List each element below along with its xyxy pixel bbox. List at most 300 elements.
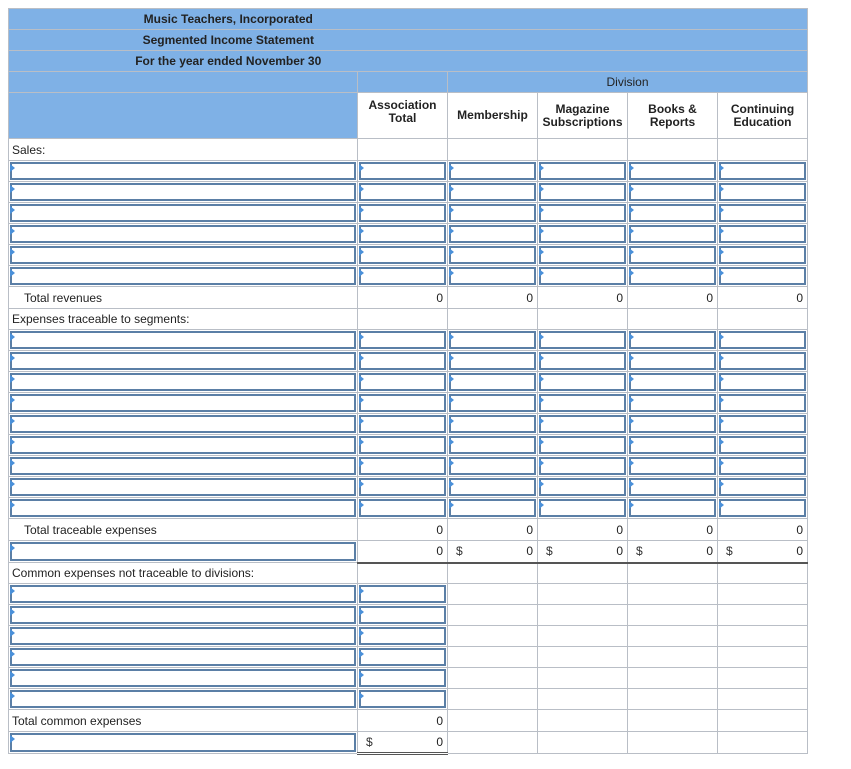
expense-amount-input[interactable]: [718, 435, 808, 456]
total-revenues-magazine: [538, 287, 628, 309]
amount-field[interactable]: [538, 374, 631, 391]
total-traceable-total: [358, 519, 448, 541]
common-expense-line-label-input[interactable]: [9, 647, 358, 668]
value: 0: [616, 290, 623, 305]
dollar-sign: $: [636, 544, 643, 559]
amount-field[interactable]: [448, 395, 541, 412]
sales-amount-input[interactable]: [538, 266, 628, 287]
expense-input-row: [9, 330, 808, 351]
sales-line-label-input[interactable]: [9, 266, 358, 287]
expense-amount-input[interactable]: [538, 498, 628, 519]
amount-field[interactable]: [358, 416, 451, 433]
amount-field[interactable]: [448, 184, 541, 201]
expense-amount-input[interactable]: [358, 330, 448, 351]
expense-amount-input[interactable]: [358, 414, 448, 435]
expense-line-label-field[interactable]: [9, 500, 361, 517]
common-expense-input-row: [9, 605, 808, 626]
segment-margin-total: [358, 541, 448, 563]
amount-field[interactable]: [358, 374, 451, 391]
title-row-period: [9, 51, 808, 72]
common-expense-amount-input[interactable]: [358, 668, 448, 689]
amount-field[interactable]: [538, 416, 631, 433]
amount-field[interactable]: [718, 458, 811, 475]
expense-input-row: [9, 351, 808, 372]
amount-field[interactable]: [358, 586, 451, 603]
amount-field[interactable]: [358, 670, 451, 687]
value: 0: [706, 290, 713, 305]
amount-field[interactable]: [718, 247, 811, 264]
segment-margin-row: [9, 541, 808, 563]
expense-amount-input[interactable]: [448, 435, 538, 456]
expenses-traceable-label-row: [9, 309, 808, 330]
common-expenses-label: Common expenses not traceable to divisions:: [9, 563, 358, 584]
expense-input-row: [9, 477, 808, 498]
sales-line-label-input[interactable]: [9, 182, 358, 203]
amount-field[interactable]: [448, 353, 541, 370]
statement-name: Segmented Income Statement: [9, 30, 448, 51]
common-expense-line-label-input[interactable]: [9, 626, 358, 647]
segment-margin-books: [628, 541, 718, 563]
expense-amount-input[interactable]: [448, 393, 538, 414]
common-expense-amount-input[interactable]: [358, 626, 448, 647]
sales-amount-input[interactable]: [628, 245, 718, 266]
sales-amount-input[interactable]: [538, 161, 628, 182]
expense-amount-input[interactable]: [448, 351, 538, 372]
amount-field[interactable]: [538, 437, 631, 454]
statement-period: For the year ended November 30: [9, 51, 448, 72]
expense-line-label-input[interactable]: [9, 477, 358, 498]
sales-input-row: [9, 266, 808, 287]
expense-amount-input[interactable]: [538, 456, 628, 477]
expense-amount-input[interactable]: [358, 456, 448, 477]
sales-line-label-field[interactable]: [9, 226, 361, 243]
division-header-row: [9, 72, 808, 93]
sales-amount-input[interactable]: [538, 224, 628, 245]
col-books-reports: Books & Reports: [628, 93, 718, 139]
amount-field[interactable]: [628, 205, 721, 222]
expense-line-label-field[interactable]: [9, 458, 361, 475]
amount-field[interactable]: [538, 353, 631, 370]
total-traceable-education: [718, 519, 808, 541]
expense-amount-input[interactable]: [628, 330, 718, 351]
expense-line-label-field[interactable]: [9, 479, 361, 496]
amount-field[interactable]: [448, 458, 541, 475]
amount-field[interactable]: [358, 458, 451, 475]
amount-field[interactable]: [358, 649, 451, 666]
amount-field[interactable]: [358, 607, 451, 624]
expense-line-label-field[interactable]: [9, 395, 361, 412]
expense-amount-input[interactable]: [628, 351, 718, 372]
common-expense-input-row: [9, 626, 808, 647]
dollar-sign: $: [546, 544, 553, 559]
sales-line-label-field[interactable]: [9, 247, 361, 264]
header-fill: [448, 51, 808, 72]
expense-line-label-input[interactable]: [9, 351, 358, 372]
amount-field[interactable]: [448, 205, 541, 222]
expense-input-row: [9, 498, 808, 519]
expense-line-label-input[interactable]: [9, 498, 358, 519]
expense-amount-input[interactable]: [538, 351, 628, 372]
amount-field[interactable]: [358, 479, 451, 496]
common-expense-input-row: [9, 647, 808, 668]
amount-field[interactable]: [358, 395, 451, 412]
expense-amount-input[interactable]: [628, 393, 718, 414]
common-expense-line-label-field[interactable]: [9, 670, 361, 687]
expense-input-row: [9, 435, 808, 456]
sales-amount-input[interactable]: [358, 161, 448, 182]
common-expense-line-label-field[interactable]: [9, 691, 361, 708]
amount-field[interactable]: [358, 226, 451, 243]
amount-field[interactable]: [538, 226, 631, 243]
expense-amount-input[interactable]: [628, 414, 718, 435]
amount-field[interactable]: [628, 416, 721, 433]
total-revenues-total: [358, 287, 448, 309]
expense-input-row: [9, 414, 808, 435]
expense-amount-input[interactable]: [718, 330, 808, 351]
amount-field[interactable]: [358, 163, 451, 180]
amount-field[interactable]: [718, 163, 811, 180]
net-income-row: [9, 732, 808, 754]
amount-field[interactable]: [718, 479, 811, 496]
expense-line-label-field[interactable]: [9, 332, 361, 349]
sales-amount-input[interactable]: [448, 266, 538, 287]
amount-field[interactable]: [358, 205, 451, 222]
expense-line-label-field[interactable]: [9, 374, 361, 391]
amount-field[interactable]: [718, 395, 811, 412]
expense-amount-input[interactable]: [358, 351, 448, 372]
expense-amount-input[interactable]: [538, 330, 628, 351]
value: 0: [526, 544, 533, 559]
total-common-row: [9, 710, 808, 732]
amount-field[interactable]: [448, 163, 541, 180]
company-name: Music Teachers, Incorporated: [9, 9, 448, 30]
common-expense-line-label-field[interactable]: [9, 607, 361, 624]
amount-field[interactable]: [448, 226, 541, 243]
title-row-company: [9, 9, 808, 30]
expense-line-label-field[interactable]: [9, 353, 361, 370]
common-expense-line-label-field[interactable]: [9, 586, 361, 603]
amount-field[interactable]: [628, 500, 721, 517]
total-revenues-education: [718, 287, 808, 309]
sales-line-label-input[interactable]: [9, 245, 358, 266]
expense-amount-input[interactable]: [718, 414, 808, 435]
common-expense-amount-input[interactable]: [358, 647, 448, 668]
col-membership: Membership: [448, 93, 538, 139]
expense-amount-input[interactable]: [358, 498, 448, 519]
dollar-sign: $: [456, 544, 463, 559]
amount-field[interactable]: [358, 437, 451, 454]
sales-line-label-field[interactable]: [9, 163, 361, 180]
amount-field[interactable]: [358, 628, 451, 645]
amount-field[interactable]: [448, 479, 541, 496]
common-expense-input-row: [9, 668, 808, 689]
amount-field[interactable]: [628, 163, 721, 180]
title-row-statement: [9, 30, 808, 51]
total-revenues-label: Total revenues: [9, 287, 358, 309]
amount-field[interactable]: [538, 205, 631, 222]
expense-amount-input[interactable]: [718, 351, 808, 372]
total-traceable-books: [628, 519, 718, 541]
expense-amount-input[interactable]: [628, 372, 718, 393]
amount-field[interactable]: [448, 500, 541, 517]
segment-margin-label-input[interactable]: [9, 541, 358, 563]
expense-amount-input[interactable]: [538, 393, 628, 414]
value: 0: [706, 544, 713, 559]
sales-amount-input[interactable]: [538, 203, 628, 224]
sales-line-label-input[interactable]: [9, 203, 358, 224]
amount-field[interactable]: [718, 437, 811, 454]
col-continuing-education: Continuing Education: [718, 93, 808, 139]
expense-amount-input[interactable]: [538, 435, 628, 456]
sales-amount-input[interactable]: [628, 182, 718, 203]
sales-amount-input[interactable]: [358, 266, 448, 287]
expense-amount-input[interactable]: [448, 456, 538, 477]
value: 0: [436, 735, 443, 749]
expense-amount-input[interactable]: [358, 477, 448, 498]
amount-field[interactable]: [538, 500, 631, 517]
amount-field[interactable]: [628, 332, 721, 349]
amount-field[interactable]: [538, 479, 631, 496]
amount-field[interactable]: [628, 268, 721, 285]
value: 0: [796, 290, 803, 305]
value: 0: [526, 290, 533, 305]
common-expense-input-row: [9, 689, 808, 710]
total-traceable-membership: [448, 519, 538, 541]
col-magazine-subscriptions: Magazine Subscriptions: [538, 93, 628, 139]
amount-field[interactable]: [628, 479, 721, 496]
amount-field[interactable]: [358, 268, 451, 285]
expense-line-label-field[interactable]: [9, 416, 361, 433]
col-association-total: Association Total: [358, 93, 448, 139]
sales-input-row: [9, 182, 808, 203]
dollar-sign: $: [366, 735, 373, 749]
total-traceable-label: Total traceable expenses: [9, 519, 358, 541]
amount-field[interactable]: [628, 226, 721, 243]
amount-field[interactable]: [718, 226, 811, 243]
segmented-income-statement: [8, 8, 808, 755]
amount-field[interactable]: [718, 332, 811, 349]
expense-amount-input[interactable]: [448, 372, 538, 393]
amount-field[interactable]: [628, 353, 721, 370]
common-expense-line-label-input[interactable]: [9, 668, 358, 689]
expense-line-label-field[interactable]: [9, 437, 361, 454]
total-revenues-row: [9, 287, 808, 309]
sales-line-label-field[interactable]: [9, 184, 361, 201]
expense-amount-input[interactable]: [628, 498, 718, 519]
header-blank: [9, 93, 358, 139]
expense-input-row: [9, 372, 808, 393]
amount-field[interactable]: [538, 395, 631, 412]
expense-line-label-input[interactable]: [9, 414, 358, 435]
amount-field[interactable]: [628, 184, 721, 201]
sales-amount-input[interactable]: [448, 161, 538, 182]
sales-amount-input[interactable]: [718, 224, 808, 245]
sales-amount-input[interactable]: [358, 245, 448, 266]
sales-amount-input[interactable]: [448, 182, 538, 203]
total-revenues-books: [628, 287, 718, 309]
amount-field[interactable]: [718, 184, 811, 201]
dollar-sign: $: [726, 544, 733, 559]
expense-amount-input[interactable]: [718, 477, 808, 498]
amount-field[interactable]: [448, 437, 541, 454]
total-traceable-magazine: [538, 519, 628, 541]
amount-field[interactable]: [448, 416, 541, 433]
value: 0: [706, 522, 713, 537]
segment-margin-magazine: [538, 541, 628, 563]
amount-field[interactable]: [718, 500, 811, 517]
expense-amount-input[interactable]: [628, 435, 718, 456]
sales-amount-input[interactable]: [628, 203, 718, 224]
amount-field[interactable]: [718, 268, 811, 285]
sales-label: Sales:: [9, 139, 358, 161]
expense-amount-input[interactable]: [448, 498, 538, 519]
header-fill: [448, 30, 808, 51]
amount-field[interactable]: [358, 500, 451, 517]
sales-input-row: [9, 161, 808, 182]
value: 0: [436, 713, 443, 728]
total-common-label: Total common expenses: [9, 710, 358, 732]
expense-amount-input[interactable]: [538, 414, 628, 435]
sales-input-row: [9, 245, 808, 266]
common-expense-line-label-input[interactable]: [9, 584, 358, 605]
expense-amount-input[interactable]: [718, 393, 808, 414]
value: 0: [526, 522, 533, 537]
common-expense-input-row: [9, 584, 808, 605]
value: 0: [796, 544, 803, 559]
amount-field[interactable]: [358, 691, 451, 708]
expense-line-label-input[interactable]: [9, 372, 358, 393]
sales-amount-input[interactable]: [538, 245, 628, 266]
amount-field[interactable]: [448, 374, 541, 391]
segment-margin-label-field[interactable]: [9, 543, 361, 560]
sales-input-row: [9, 224, 808, 245]
expense-amount-input[interactable]: [358, 393, 448, 414]
sales-amount-input[interactable]: [358, 203, 448, 224]
value: 0: [616, 522, 623, 537]
expenses-traceable-label: Expenses traceable to segments:: [9, 309, 358, 330]
header-fill: [448, 9, 808, 30]
common-expense-line-label-input[interactable]: [9, 689, 358, 710]
expense-amount-input[interactable]: [358, 372, 448, 393]
value: 0: [796, 522, 803, 537]
sales-amount-input[interactable]: [628, 266, 718, 287]
common-expense-line-label-field[interactable]: [9, 649, 361, 666]
sales-amount-input[interactable]: [718, 161, 808, 182]
expense-input-row: [9, 393, 808, 414]
sales-line-label-input[interactable]: [9, 161, 358, 182]
amount-field[interactable]: [538, 268, 631, 285]
amount-field[interactable]: [718, 353, 811, 370]
amount-field[interactable]: [358, 184, 451, 201]
amount-field[interactable]: [718, 374, 811, 391]
total-common-value: [358, 710, 448, 732]
expense-amount-input[interactable]: [628, 456, 718, 477]
segment-margin-membership: [448, 541, 538, 563]
common-expense-line-label-input[interactable]: [9, 605, 358, 626]
sales-input-row: [9, 203, 808, 224]
sales-amount-input[interactable]: [718, 203, 808, 224]
sales-amount-input[interactable]: [358, 182, 448, 203]
value: 0: [436, 522, 443, 537]
sales-amount-input[interactable]: [448, 203, 538, 224]
expense-amount-input[interactable]: [358, 435, 448, 456]
header-blank: [358, 72, 448, 93]
expense-amount-input[interactable]: [448, 330, 538, 351]
total-traceable-row: [9, 519, 808, 541]
amount-field[interactable]: [538, 184, 631, 201]
sales-amount-input[interactable]: [358, 224, 448, 245]
expense-amount-input[interactable]: [718, 498, 808, 519]
amount-field[interactable]: [538, 332, 631, 349]
expense-line-label-input[interactable]: [9, 330, 358, 351]
expense-line-label-input[interactable]: [9, 435, 358, 456]
expense-amount-input[interactable]: [718, 456, 808, 477]
sales-line-label-field[interactable]: [9, 268, 361, 285]
sales-amount-input[interactable]: [718, 182, 808, 203]
amount-field[interactable]: [628, 247, 721, 264]
segment-margin-education: [718, 541, 808, 563]
sales-amount-input[interactable]: [538, 182, 628, 203]
total-revenues-membership: [448, 287, 538, 309]
amount-field[interactable]: [358, 332, 451, 349]
amount-field[interactable]: [628, 395, 721, 412]
header-blank: [9, 72, 358, 93]
net-income-label-field[interactable]: [9, 734, 361, 751]
division-label: Division: [448, 72, 808, 93]
amount-field[interactable]: [538, 458, 631, 475]
expense-line-label-input[interactable]: [9, 456, 358, 477]
expense-amount-input[interactable]: [448, 414, 538, 435]
expense-amount-input[interactable]: [538, 372, 628, 393]
amount-field[interactable]: [448, 332, 541, 349]
expense-amount-input[interactable]: [448, 477, 538, 498]
amount-field[interactable]: [448, 268, 541, 285]
sales-label-row: [9, 139, 808, 161]
value: 0: [616, 544, 623, 559]
sales-amount-input[interactable]: [718, 245, 808, 266]
sales-amount-input[interactable]: [718, 266, 808, 287]
expense-amount-input[interactable]: [628, 477, 718, 498]
amount-field[interactable]: [628, 458, 721, 475]
sales-amount-input[interactable]: [448, 245, 538, 266]
column-header-row: [9, 93, 808, 139]
value: 0: [436, 544, 443, 559]
amount-field[interactable]: [358, 247, 451, 264]
expense-amount-input[interactable]: [718, 372, 808, 393]
expense-amount-input[interactable]: [538, 477, 628, 498]
amount-field[interactable]: [718, 205, 811, 222]
common-expense-line-label-field[interactable]: [9, 628, 361, 645]
sales-line-label-field[interactable]: [9, 205, 361, 222]
expense-line-label-input[interactable]: [9, 393, 358, 414]
sales-amount-input[interactable]: [628, 224, 718, 245]
amount-field[interactable]: [358, 353, 451, 370]
net-income-label-input[interactable]: [9, 732, 358, 754]
amount-field[interactable]: [538, 163, 631, 180]
sales-line-label-input[interactable]: [9, 224, 358, 245]
sales-amount-input[interactable]: [448, 224, 538, 245]
common-expense-amount-input[interactable]: [358, 689, 448, 710]
amount-field[interactable]: [628, 437, 721, 454]
sales-amount-input[interactable]: [628, 161, 718, 182]
amount-field[interactable]: [538, 247, 631, 264]
common-expense-amount-input[interactable]: [358, 605, 448, 626]
common-expense-amount-input[interactable]: [358, 584, 448, 605]
amount-field[interactable]: [718, 416, 811, 433]
amount-field[interactable]: [448, 247, 541, 264]
expense-input-row: [9, 456, 808, 477]
amount-field[interactable]: [628, 374, 721, 391]
